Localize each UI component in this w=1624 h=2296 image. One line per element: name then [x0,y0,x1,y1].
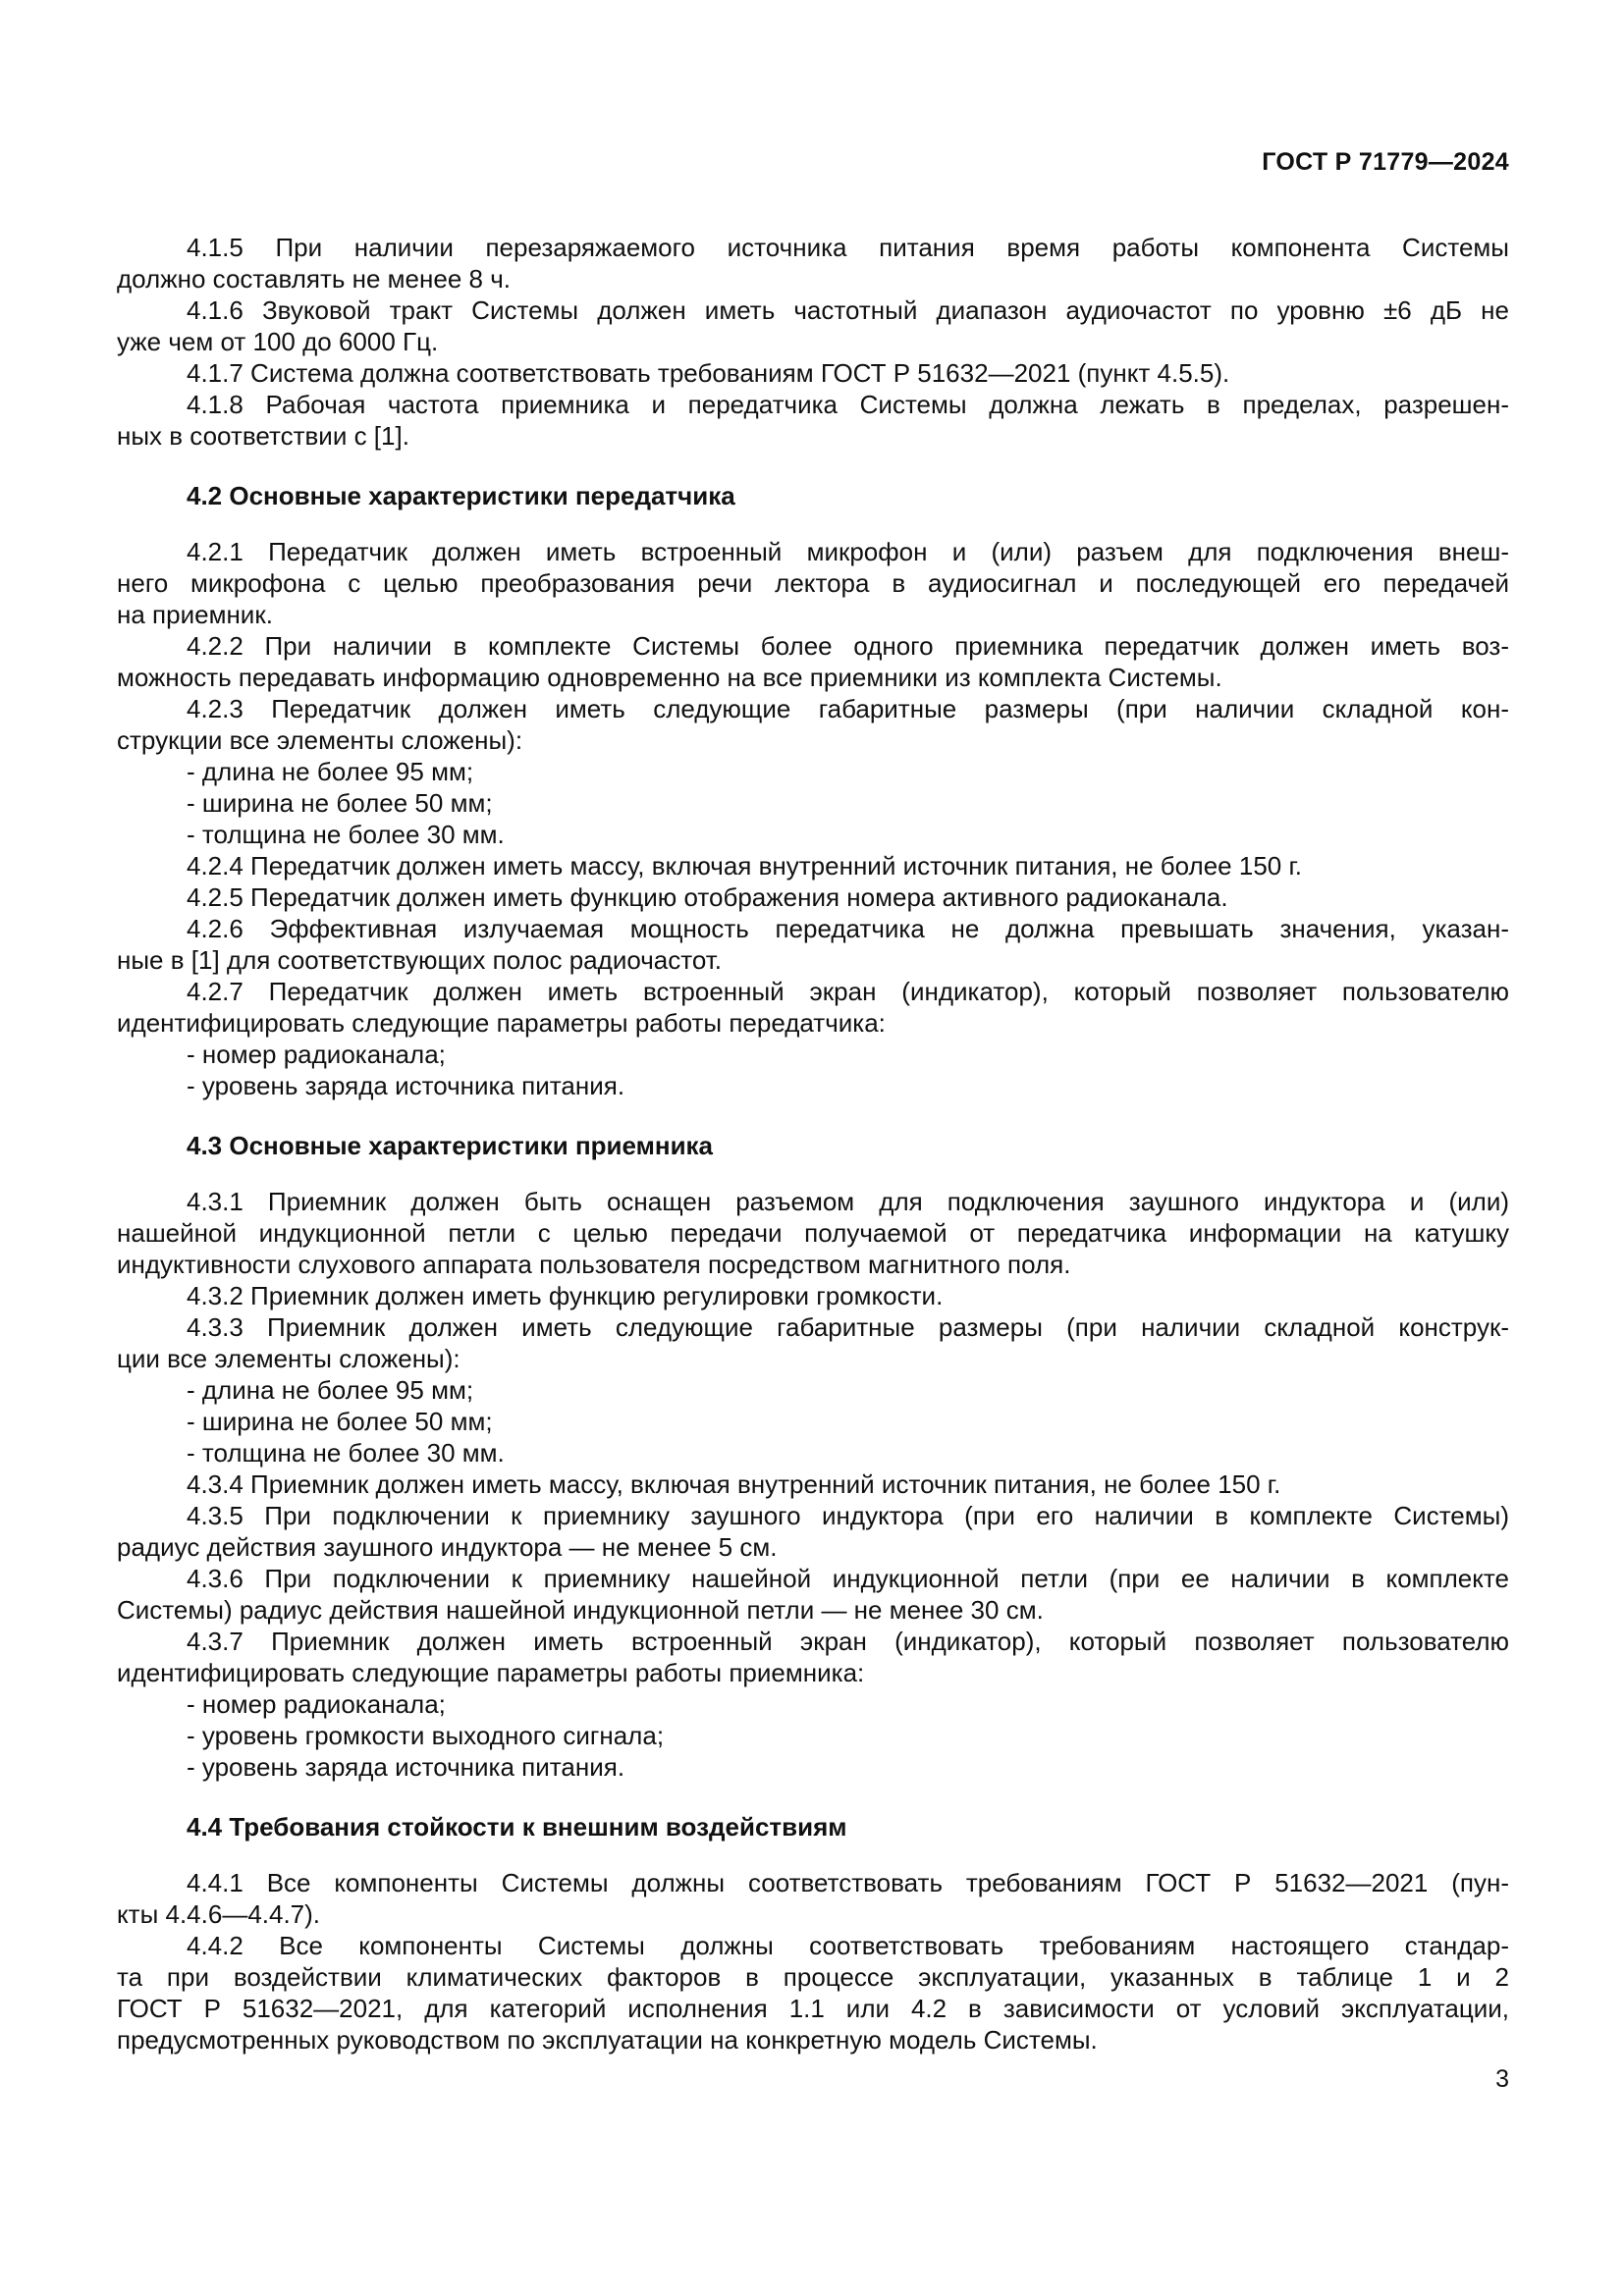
paragraph-line: 4.2.4 Передатчик должен иметь массу, включая внутренний источник питания, не более 150 г. [187,851,1302,881]
paragraph-line: можность передавать информацию одновременно на все приемники из комплекта Системы. [117,663,1222,692]
list-item: - уровень заряда источника питания. [187,1071,625,1100]
section-heading: 4.4 Требования стойкости к внешним воздействиям [187,1812,847,1842]
list-item: - толщина не более 30 мм. [187,1438,505,1468]
paragraph-line: ных в соответствии с [1]. [117,421,409,451]
paragraph-line: 4.2.2 При наличии в комплекте Системы более одного приемника передатчик должен иметь воз- [187,631,1509,661]
paragraph-line: 4.4.1 Все компоненты Системы должны соответствовать требованиям ГОСТ Р 51632—2021 (пун- [187,1868,1509,1897]
paragraph-line: предусмотренных руководством по эксплуатации на конкретную модель Системы. [117,2025,1098,2055]
paragraph-line: 4.2.3 Передатчик должен иметь следующие габаритные размеры (при наличии складной кон- [187,694,1509,723]
paragraph-line: 4.3.6 При подключении к приемнику нашейной индукционной петли (при ее наличии в комплекте [187,1564,1509,1593]
paragraph-line: 4.3.5 При подключении к приемнику заушного индуктора (при его наличии в комплекте Системы) [187,1501,1509,1530]
list-item: - длина не более 95 мм; [187,1375,474,1405]
page-number: 3 [1495,2065,1509,2093]
paragraph-line: должно составлять не менее 8 ч. [117,264,511,294]
list-item: - ширина не более 50 мм; [187,788,493,818]
paragraph-line: Системы) радиус действия нашейной индукционной петли — не менее 30 см. [117,1595,1044,1625]
paragraph-line: идентифицировать следующие параметры работы приемника: [117,1658,865,1687]
paragraph-line: 4.2.6 Эффективная излучаемая мощность передатчика не должна превышать значения, указан- [187,914,1509,943]
paragraph-line: идентифицировать следующие параметры работы передатчика: [117,1008,886,1038]
paragraph-line: струкции все элементы сложены): [117,725,523,755]
list-item: - длина не более 95 мм; [187,757,474,786]
list-item: - ширина не более 50 мм; [187,1407,493,1436]
paragraph-line: 4.3.2 Приемник должен иметь функцию регулировки громкости. [187,1281,944,1310]
list-item: - уровень громкости выходного сигнала; [187,1721,665,1750]
list-item: - номер радиоканала; [187,1040,446,1069]
paragraph-line: него микрофона с целью преобразования речи лектора в аудиосигнал и последующей его передачей [117,568,1509,598]
list-item: - номер радиоканала; [187,1689,446,1719]
paragraph-line: на приемник. [117,600,273,629]
paragraph-line: 4.2.7 Передатчик должен иметь встроенный экран (индикатор), который позволяет пользователю [187,977,1509,1006]
paragraph-line: кты 4.4.6—4.4.7). [117,1899,321,1929]
paragraph-line: 4.3.7 Приемник должен иметь встроенный экран (индикатор), который позволяет пользователю [187,1627,1509,1656]
paragraph-line: 4.1.6 Звуковой тракт Системы должен иметь частотный диапазон аудиочастот по уровню ±6 дБ не [187,295,1509,325]
document-content [117,232,1509,2056]
section-heading: 4.3 Основные характеристики приемника [187,1131,714,1160]
paragraph-line: ГОСТ Р 51632—2021, для категорий исполнения 1.1 или 4.2 в зависимости от условий эксплуатации, [117,1994,1509,2023]
paragraph-line: 4.4.2 Все компоненты Системы должны соответствовать требованиям настоящего стандар- [187,1931,1509,1960]
paragraph-line: ные в [1] для соответствующих полос радиочастот. [117,945,722,975]
paragraph-line: уже чем от 100 до 6000 Гц. [117,327,439,356]
paragraph-line: 4.3.4 Приемник должен иметь массу, включая внутренний источник питания, не более 150 г. [187,1469,1281,1499]
standard-designation-header: ГОСТ Р 71779—2024 [1262,148,1509,176]
paragraph-line: 4.2.1 Передатчик должен иметь встроенный микрофон и (или) разъем для подключения внеш- [187,537,1509,566]
list-item: - уровень заряда источника питания. [187,1752,625,1782]
paragraph-line: радиус действия заушного индуктора — не менее 5 см. [117,1532,778,1562]
paragraph-line: нашейной индукционной петли с целью передачи получаемой от передатчика информации на катушку [117,1218,1509,1248]
paragraph-line: 4.2.5 Передатчик должен иметь функцию отображения номера активного радиоканала. [187,882,1228,912]
paragraph-line: та при воздействии климатических факторов в процессе эксплуатации, указанных в таблице 1 и 2 [117,1962,1509,1992]
paragraph-line: 4.1.8 Рабочая частота приемника и передатчика Системы должна лежать в пределах, разрешен- [187,390,1509,419]
paragraph-line: 4.1.7 Система должна соответствовать требованиям ГОСТ Р 51632—2021 (пункт 4.5.5). [187,358,1230,388]
section-heading: 4.2 Основные характеристики передатчика [187,481,735,510]
list-item: - толщина не более 30 мм. [187,820,505,849]
paragraph-line: ции все элементы сложены): [117,1344,460,1373]
paragraph-line: 4.1.5 При наличии перезаряжаемого источника питания время работы компонента Системы [187,233,1509,262]
paragraph-line: 4.3.1 Приемник должен быть оснащен разъемом для подключения заушного индуктора и (или) [187,1187,1509,1216]
paragraph-line: индуктивности слухового аппарата пользователя посредством магнитного поля. [117,1250,1071,1279]
paragraph-line: 4.3.3 Приемник должен иметь следующие габаритные размеры (при наличии складной конструк- [187,1312,1509,1342]
